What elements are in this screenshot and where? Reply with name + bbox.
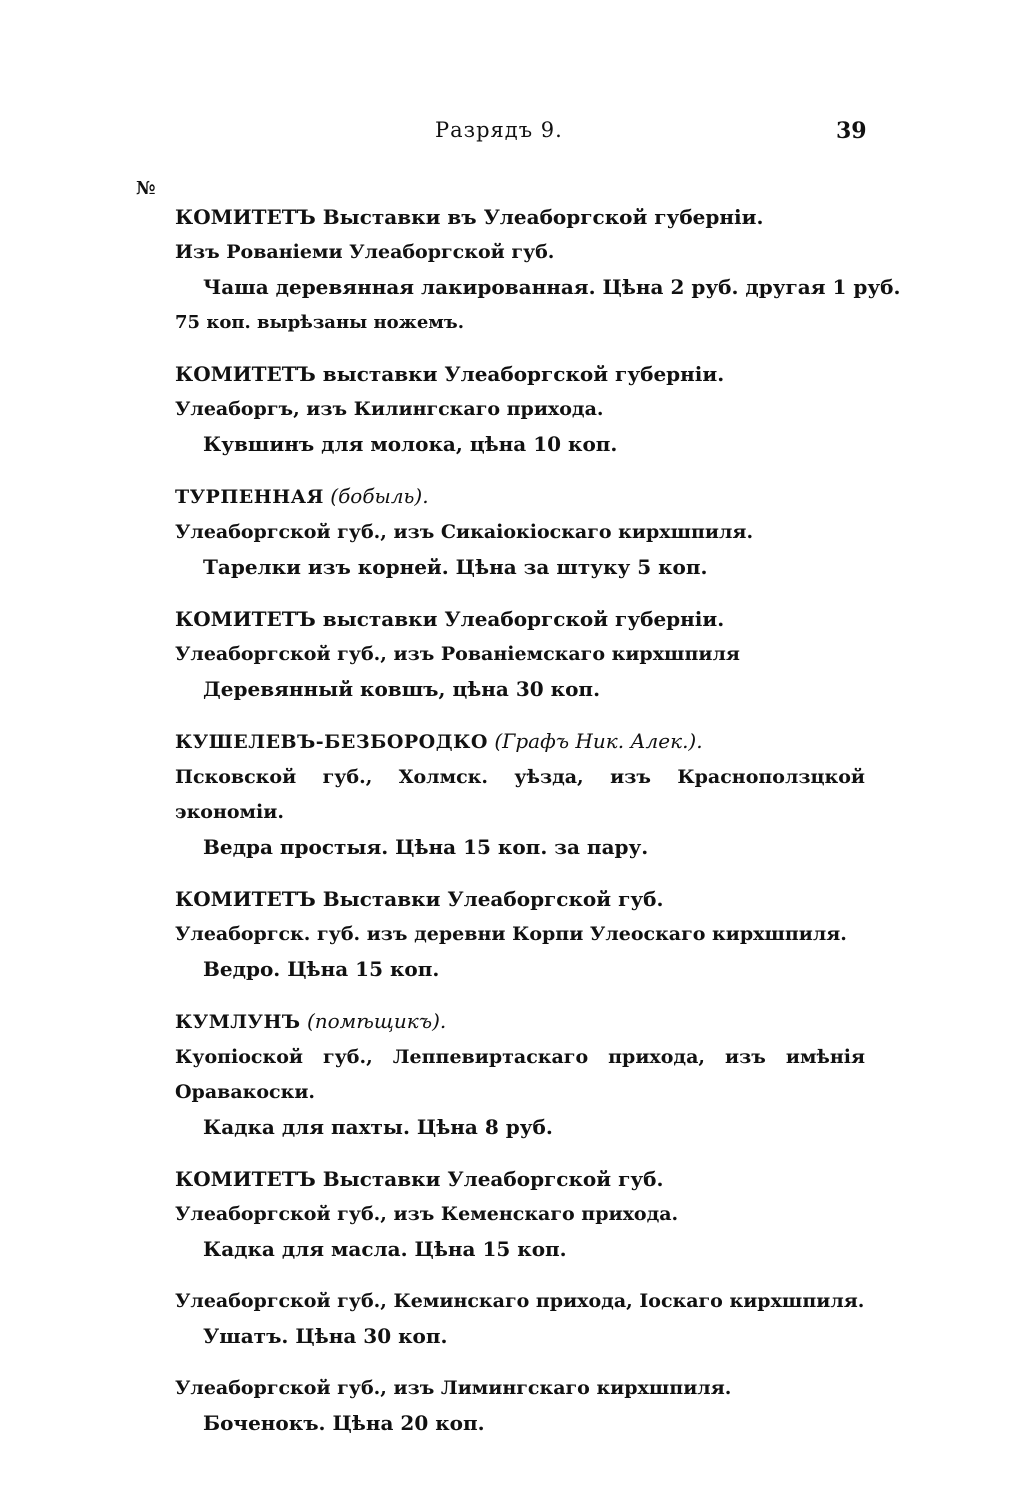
origin-line: Псковской губ., Холмск. уѣзда, изъ Красноползцкой экономіи. — [175, 766, 865, 823]
exhibitor-line: КОМИТЕТЪ Выставки въ Улеаборгской губерніи. — [175, 205, 764, 229]
exhibitor-line: КОМИТЕТЪ выставки Улеаборгской губерніи. — [175, 607, 725, 631]
exhibitor-line — [175, 724, 865, 760]
exhibitor-line: КОМИТЕТЪ выставки Улеаборгской губерніи. — [175, 362, 725, 386]
catalog-entry — [175, 357, 865, 462]
item-line: Боченокъ. Цѣна 20 коп. — [203, 1411, 485, 1435]
item-line: Чаша деревянная лакированная. Цѣна 2 руб. другая 1 руб. — [203, 275, 901, 299]
item-line: Тарелки изъ корней. Цѣна за штуку 5 коп. — [203, 555, 708, 579]
item-line: Ушатъ. Цѣна 30 коп. — [203, 1324, 448, 1348]
running-head: Разрядъ 9. — [435, 118, 563, 142]
catalog-entries — [175, 200, 901, 1458]
exhibitor-title: (Графъ Ник. Алек.). — [494, 729, 703, 753]
item-line: Деревянный ковшъ, цѣна 30 коп. — [203, 677, 601, 701]
catalog-entry — [175, 1371, 865, 1441]
exhibitor-line: КОМИТЕТЪ Выставки Улеаборгской губ. — [175, 887, 664, 911]
exhibitor-title: (помѣщикъ). — [306, 1009, 447, 1033]
item-line: Кувшинъ для молока, цѣна 10 коп. — [203, 432, 618, 456]
item-line: Кадка для масла. Цѣна 15 коп. — [203, 1237, 567, 1261]
page-number: 39 — [836, 118, 867, 144]
catalog-entry — [175, 200, 901, 340]
exhibitor-name: КУМЛУНЪ — [175, 1011, 301, 1033]
origin-line: Изъ Ровaніеми Улеаборгской губ. — [175, 241, 555, 263]
catalog-entry — [175, 1004, 865, 1145]
catalog-entry — [175, 1162, 865, 1267]
origin-line: Улеаборгъ, изъ Килингскаго прихода. — [175, 398, 604, 420]
item-line: Ведро. Цѣна 15 коп. — [203, 957, 440, 981]
item-line: Кадка для пахты. Цѣна 8 руб. — [203, 1115, 553, 1139]
item-continuation: 75 коп. вырѣзаны ножемъ. — [175, 312, 464, 333]
origin-line: Улеаборгск. губ. изъ деревни Корпи Улеоскаго кирхшпиля. — [175, 923, 847, 945]
catalog-entry — [175, 724, 865, 865]
item-line: Ведра простыя. Цѣна 15 коп. за пару. — [203, 835, 649, 859]
origin-line: Улеаборгской губ., изъ Кеменскаго прихода. — [175, 1203, 679, 1225]
origin-line: Улеаборгской губ., Кеминскаго прихода, Іоскаго кирхшпиля. — [175, 1290, 865, 1312]
exhibitor-name: КУШЕЛЕВЪ-БЕЗБОРОДКО — [175, 731, 488, 753]
exhibitor-name: ТУРПЕННАЯ — [175, 486, 324, 508]
exhibitor-line: КОМИТЕТЪ Выставки Улеаборгской губ. — [175, 1167, 664, 1191]
origin-line: Улеаборгской губ., изъ Рованіемскаго кирхшпиля — [175, 643, 740, 665]
exhibitor-line — [175, 1004, 865, 1040]
catalog-entry — [175, 1284, 865, 1354]
origin-line: Улеаборгской губ., изъ Лимингскаго кирхшпиля. — [175, 1377, 732, 1399]
numero-sign: № — [136, 178, 156, 199]
origin-line: Куопіоской губ., Леппевиртаскаго прихода, изъ имѣнія Оравакоски. — [175, 1046, 865, 1103]
catalog-entry — [175, 479, 865, 585]
exhibitor-title: (бобыль). — [330, 484, 429, 508]
catalog-entry — [175, 602, 865, 707]
catalog-entry — [175, 882, 865, 987]
origin-line: Улеаборгской губ., изъ Сикаіокіоскаго кирхшпиля. — [175, 521, 754, 543]
exhibitor-line — [175, 479, 865, 515]
